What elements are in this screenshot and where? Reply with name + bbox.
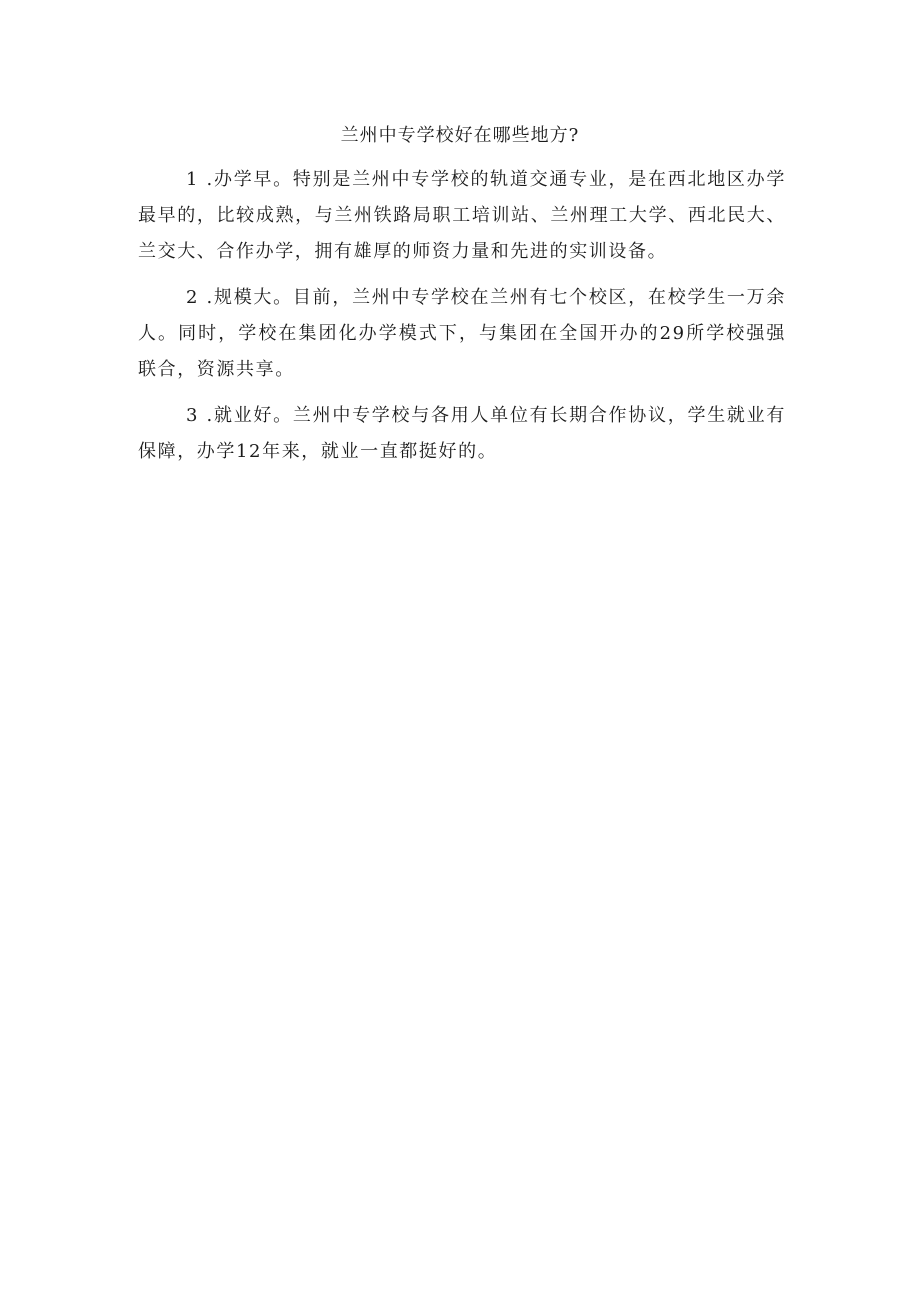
paragraph-2 [138,280,786,388]
paragraph-1 [138,162,786,270]
paragraph-text: .规模大。目前，兰州中专学校在兰州有七个校区，在校学生一万余人。同时，学校在集团化办学模式下，与集团在全国开办的29所学校强强联合，资源共享。 [138,287,786,380]
paragraph-number: 1 [186,169,200,190]
paragraph-3 [138,398,786,470]
paragraph-number: 2 [186,287,200,308]
document-title: 兰州中专学校好在哪些地方? [340,125,580,146]
document-body [138,162,786,480]
paragraph-text: .办学早。特别是兰州中专学校的轨道交通专业，是在西北地区办学最早的，比较成熟，与兰州铁路局职工培训站、兰州理工大学、西北民大、兰交大、合作办学，拥有雄厚的师资力量和先进的实训设备。 [138,169,786,262]
paragraph-text: .就业好。兰州中专学校与各用人单位有长期合作协议，学生就业有保障，办学12年来，就业一直都挺好的。 [138,405,786,462]
paragraph-number: 3 [186,405,200,426]
